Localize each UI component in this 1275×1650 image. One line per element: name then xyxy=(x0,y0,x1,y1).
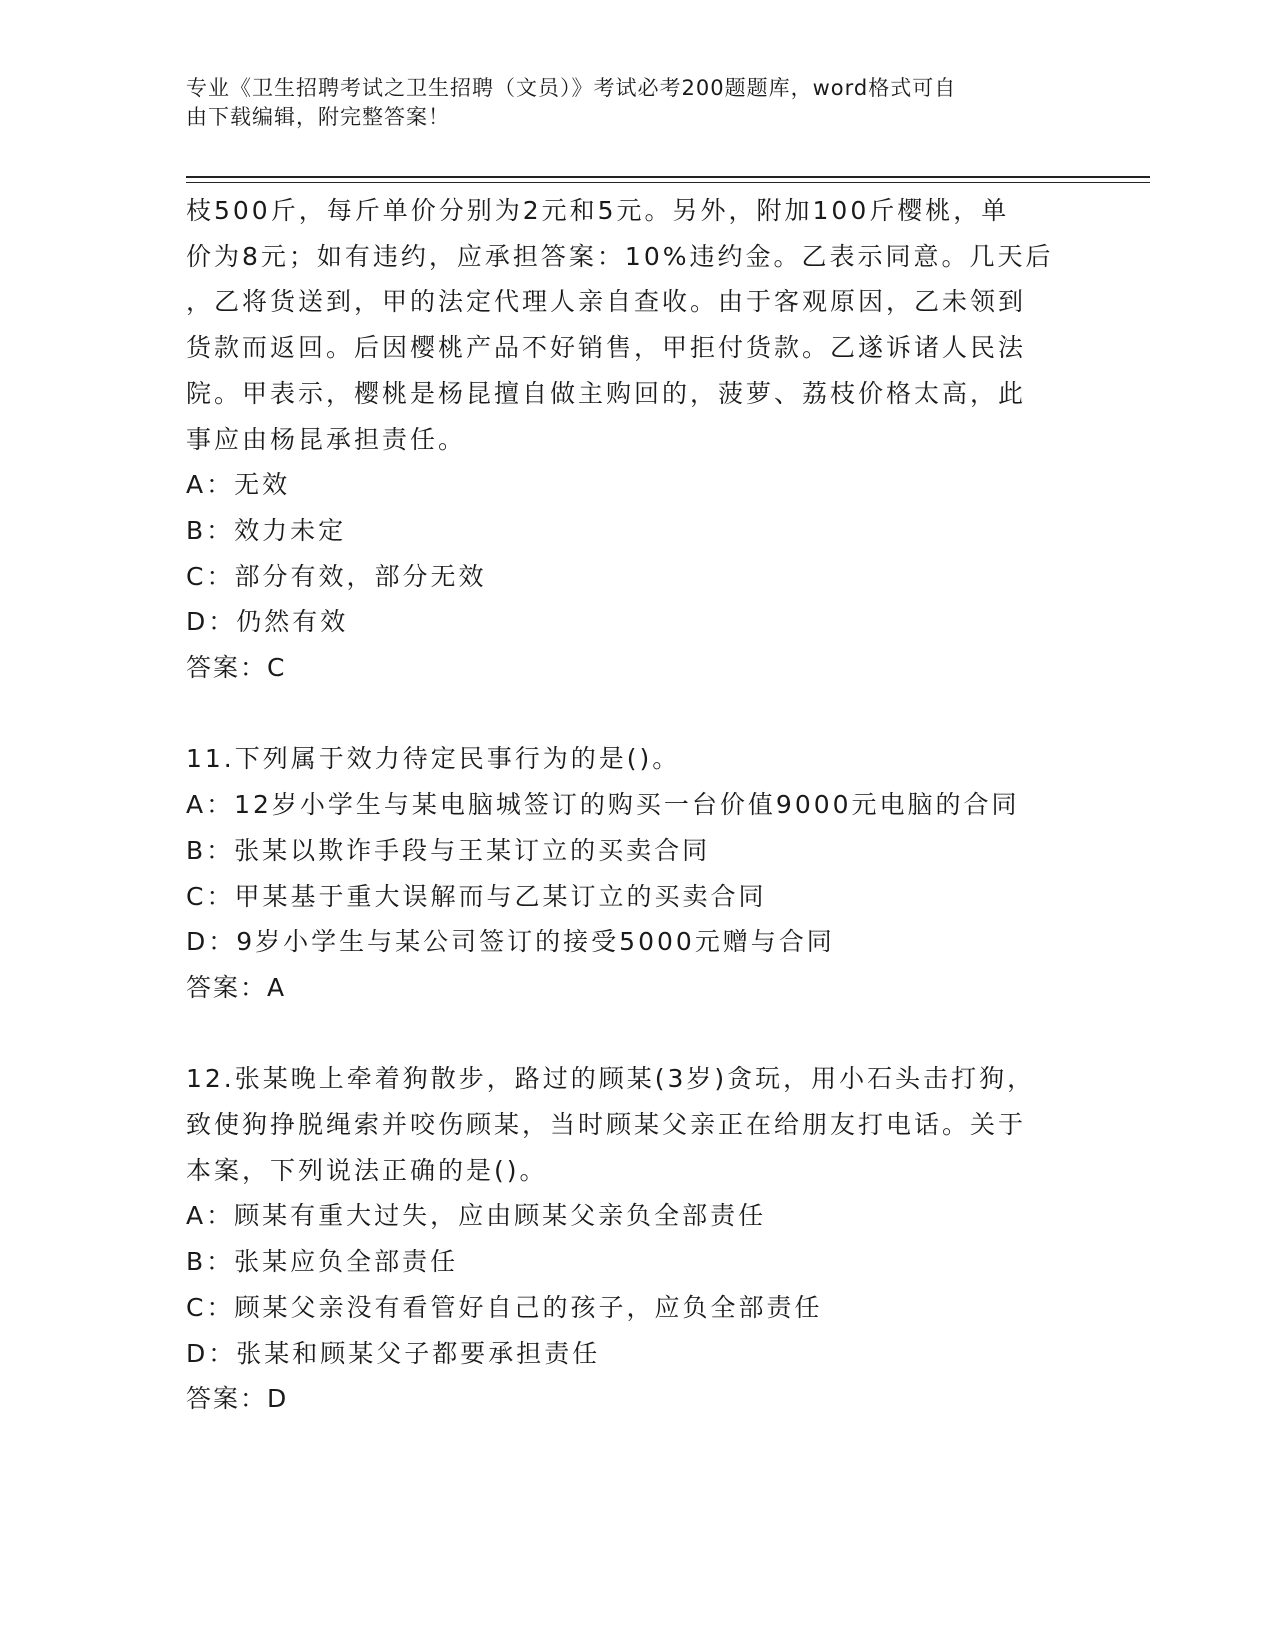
header-line-1: 专业《卫生招聘考试之卫生招聘（文员）》考试必考200题题库，word格式可自 xyxy=(186,76,957,100)
question-stem-line: 院。甲表示，樱桃是杨昆擅自做主购回的，菠萝、荔枝价格太高，此 xyxy=(186,378,1027,408)
option-b: B：张某以欺诈手段与王某订立的买卖合同 xyxy=(186,835,711,865)
answer: 答案：D xyxy=(186,1384,289,1414)
question-10 xyxy=(186,188,1086,691)
question-stem-line: ，乙将货送到，甲的法定代理人亲自查收。由于客观原因，乙未领到 xyxy=(186,287,1027,317)
question-stem-line: 12.张某晚上牵着狗散步，路过的顾某(3岁)贪玩，用小石头击打狗， xyxy=(186,1064,1036,1094)
question-stem-line: 货款而返回。后因樱桃产品不好销售，甲拒付货款。乙遂诉诸人民法 xyxy=(186,333,1027,363)
option-c: C：部分有效，部分无效 xyxy=(186,561,487,591)
option-d: D：张某和顾某父子都要承担责任 xyxy=(186,1338,601,1368)
option-c: C：甲某基于重大误解而与乙某订立的买卖合同 xyxy=(186,881,767,911)
question-stem-line: 11.下列属于效力待定民事行为的是()。 xyxy=(186,744,681,774)
answer: 答案：C xyxy=(186,653,287,683)
answer: 答案：A xyxy=(186,972,287,1002)
option-c: C：顾某父亲没有看管好自己的孩子，应负全部责任 xyxy=(186,1292,823,1322)
option-b: B：效力未定 xyxy=(186,515,347,545)
option-a: A：顾某有重大过失，应由顾某父亲负全部责任 xyxy=(186,1201,767,1231)
spacer xyxy=(186,1011,1086,1057)
header-rule-thick xyxy=(186,176,1150,178)
option-d: D：9岁小学生与某公司签订的接受5000元赠与合同 xyxy=(186,927,835,957)
question-11 xyxy=(186,736,1086,1010)
header-rule-thin xyxy=(186,182,1150,183)
question-stem-line: 事应由杨昆承担责任。 xyxy=(186,424,467,454)
question-12 xyxy=(186,1056,1086,1422)
question-stem-line: 枝500斤，每斤单价分别为2元和5元。另外，附加100斤樱桃，单 xyxy=(186,196,1010,225)
document-header xyxy=(186,74,1066,132)
header-line-2: 由下载编辑，附完整答案！ xyxy=(186,105,450,129)
option-a: A：12岁小学生与某电脑城签订的购买一台价值9000元电脑的合同 xyxy=(186,790,1020,820)
question-stem-line: 致使狗挣脱绳索并咬伤顾某，当时顾某父亲正在给朋友打电话。关于 xyxy=(186,1110,1027,1140)
option-a: A：无效 xyxy=(186,470,291,500)
question-stem-line: 价为8元；如有违约，应承担答案：10%违约金。乙表示同意。几天后 xyxy=(186,241,1054,271)
spacer xyxy=(186,691,1086,737)
question-stem-line: 本案，下列说法正确的是()。 xyxy=(186,1155,548,1185)
option-b: B：张某应负全部责任 xyxy=(186,1247,459,1277)
option-d: D：仍然有效 xyxy=(186,607,349,637)
document-body xyxy=(186,188,1086,1422)
